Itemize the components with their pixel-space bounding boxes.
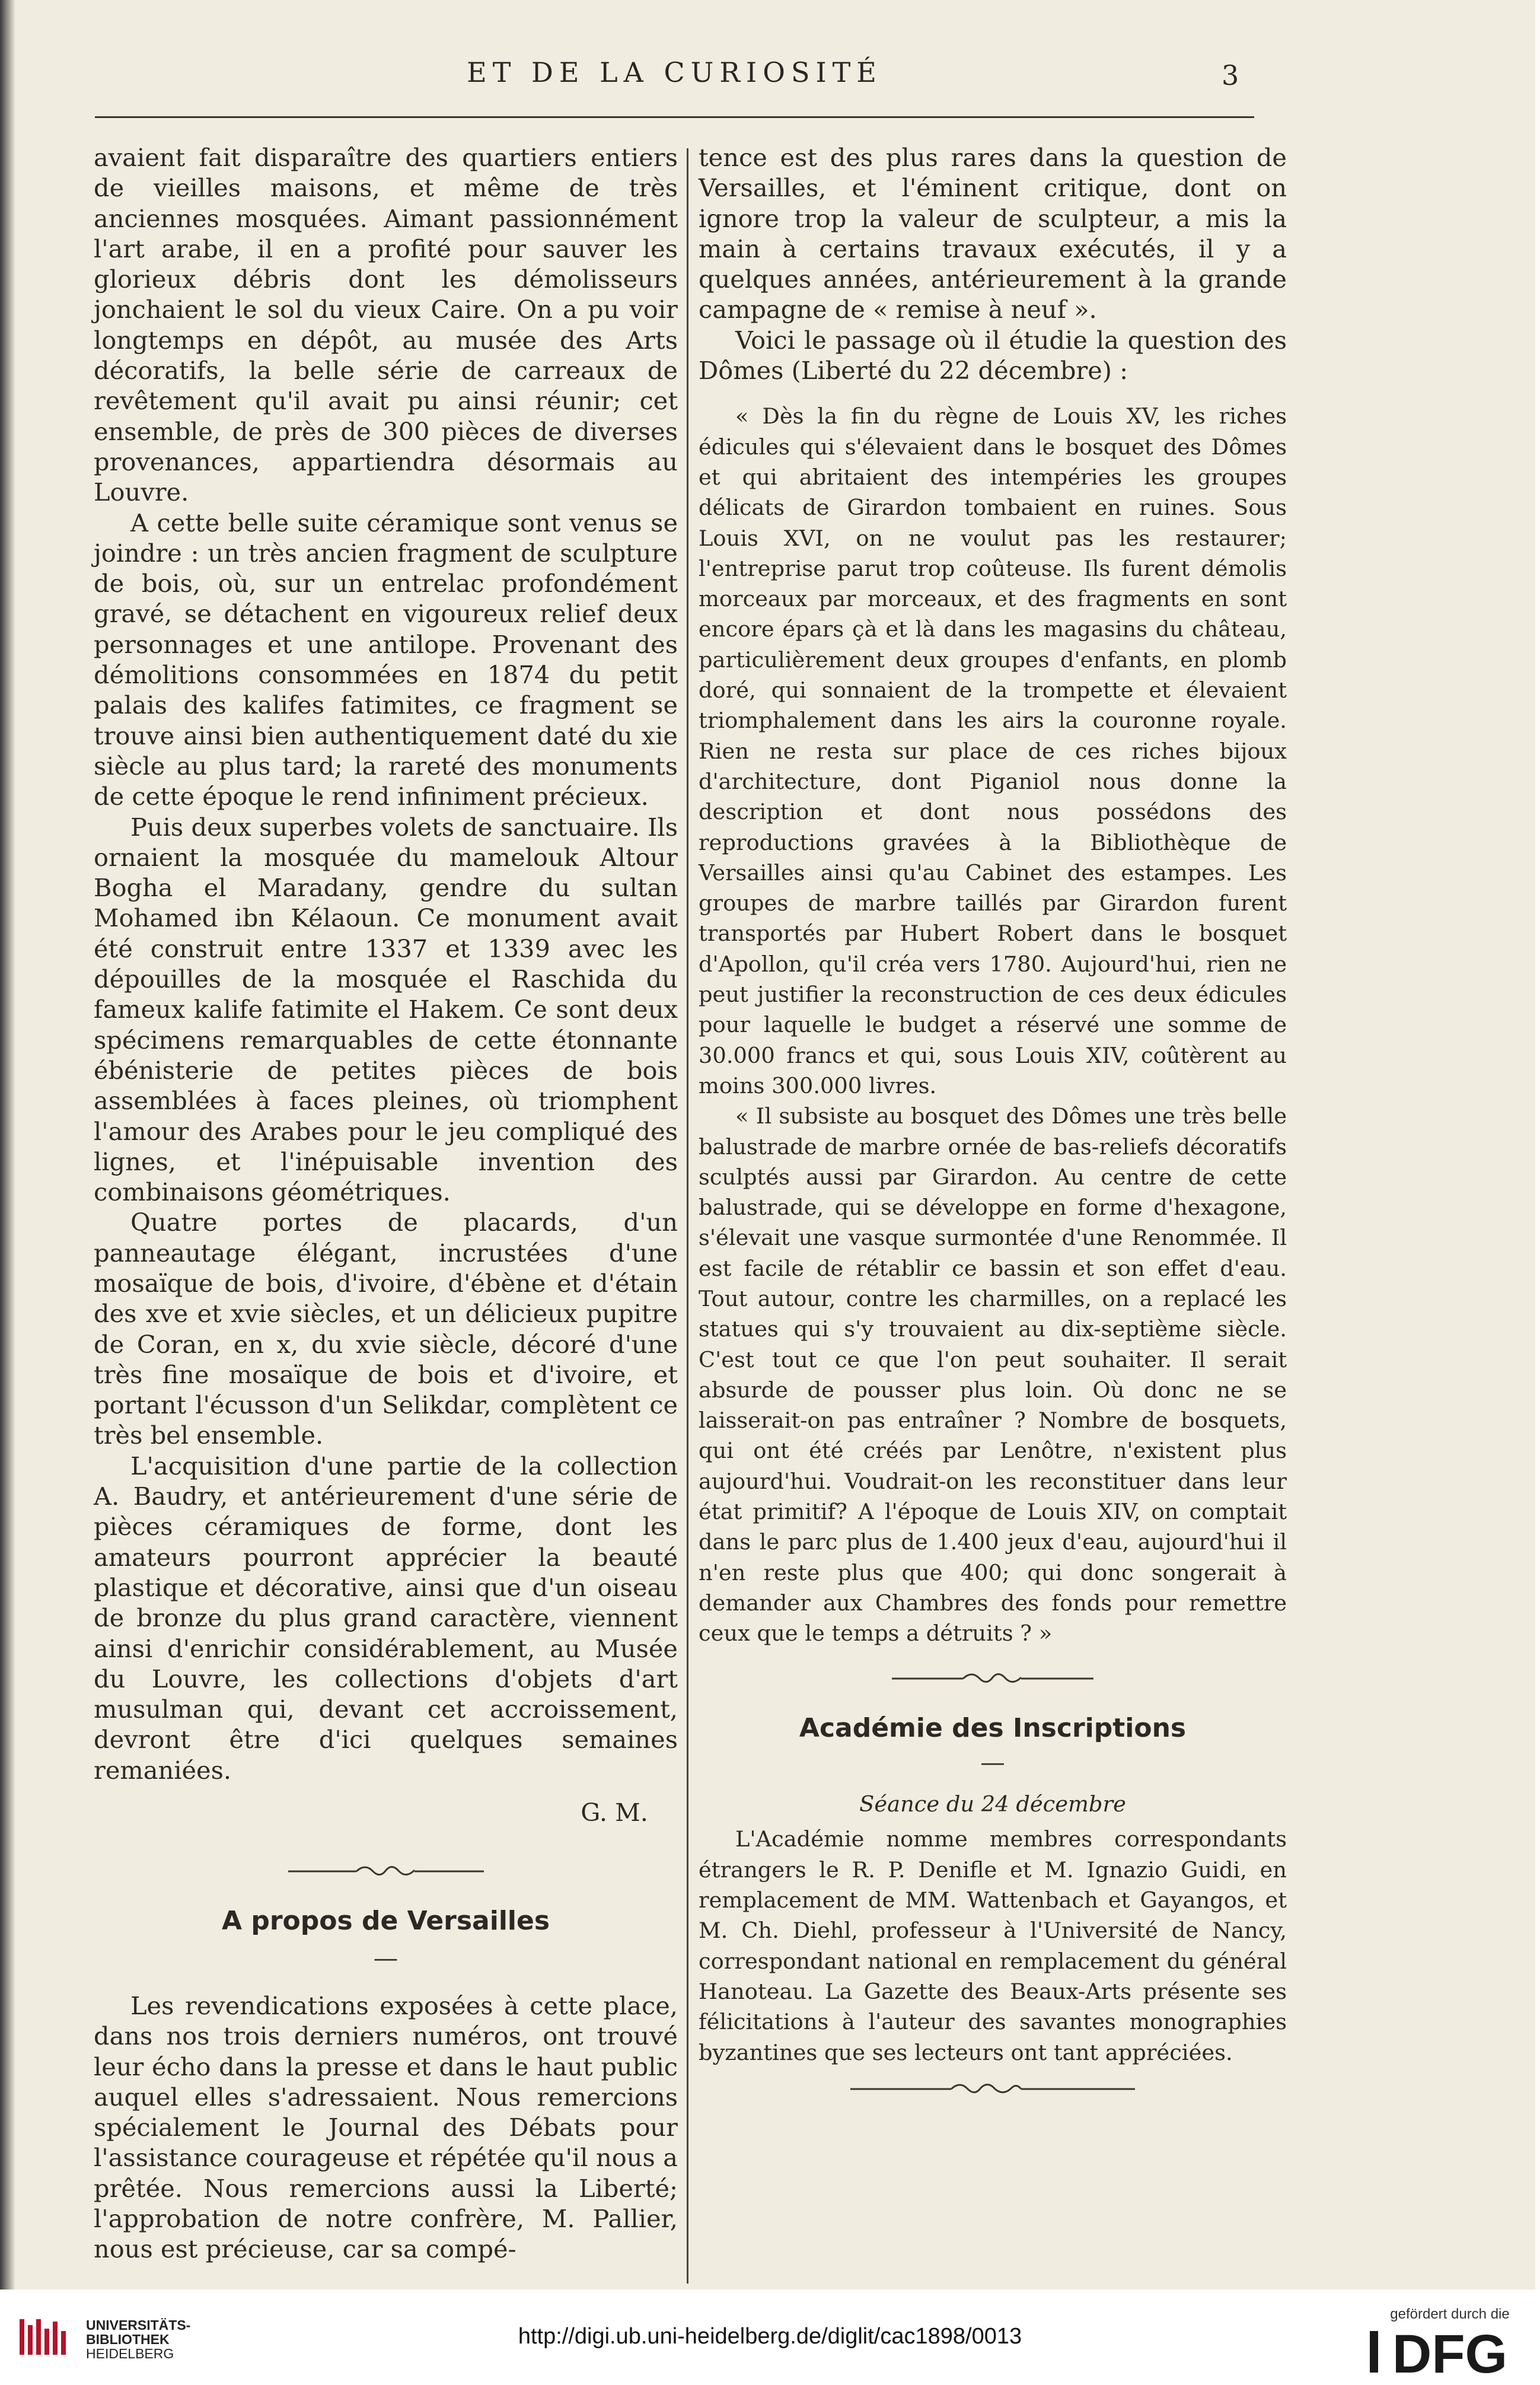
right-column [699,142,1287,2097]
binding-shadow [0,0,15,2290]
ornament-divider-icon [892,1669,1093,1687]
paragraph: avaient fait disparaître des quartiers entiers de vieilles maisons, et même de très anciennes mosquées. Aimant passionnément l'art arabe, il en a profité pour sauver les glorieux débris dont les démolisseurs jonchaient le sol du vieux Caire. On a pu voir longtemps en dépôt, au musée des Arts décoratifs, la belle série de carreaux de revêtement qu'il avait pu ainsi réunir; cet ensemble, de près de 300 pièces de diverses provenances, appartiendra désormais au Louvre. [94,143,678,507]
section-title-versailles: A propos de Versailles [221,1906,550,1937]
paragraph: L'Académie nomme membres correspondants étrangers le R. P. Denifle et M. Ignazio Guidi, en remplacement de MM. Wattenbach et Gayangos, et M. Ch. Diehl, professeur à l'Université de Nancy, correspondant national en remplacement du général Hanoteau. La Gazette des Beaux-Arts présente ses félicitations à l'auteur des savantes monographies byzantines que ses lecteurs ont tant appréciées. [699,1826,1287,2065]
paragraph: Voici le passage où il étudie la question des Dômes (Liberté du 22 décembre) : [699,325,1287,386]
paragraph: Puis deux superbes volets de sanctuaire. Ils ornaient la mosquée du mamelouk Altour Bogha el Maradany, gendre du sultan Mohamed ibn Kélaoun. Ce monument avait été construit entre 1337 et 1339 avec les dépouilles de la mosquée el Raschida du fameux kalife fatimite el Hakem. Ce sont deux spécimens remarquables de cette étonnante ébénisterie de petites pièces de bois assemblées à faces pleines, où triomphent l'amour des Arabes pour le jeu compliqué des lignes, et l'inépuisable invention des combinaisons géométriques. [94,812,678,1207]
library-name-line: UNIVERSITÄTS- [86,2317,191,2333]
paragraph: Les revendications exposées à cette place, dans nos trois derniers numéros, ont trouvé leur écho dans la presse et dans le haut public auquel elles s'adressaient. Nous remercions spécialement le Journal des Débats pour l'assistance courageuse et répétée qu'il nous a prêtée. Nous remercions aussi la Liberté; l'approbation de notre confrère, M. Pallier, nous est précieuse, car sa compé- [94,1991,678,2264]
paragraph: L'acquisition d'une partie de la collection A. Baudry, et antérieurement d'une série de pièces céramiques de forme, dont les amateurs pourront apprécier la beauté plastique et décorative, ainsi que d'un oiseau de bronze du plus grand caractère, viennent ainsi d'enrichir considérablement, au Musée du Louvre, les collections d'objets d'art musulman qui, devant cet accroissement, devront être d'ici quelques semaines remaniées. [94,1451,678,1785]
session-date: Séance du 24 décembre [859,1791,1126,1817]
paragraph: tence est des plus rares dans la question de Versailles, et l'éminent critique, dont on ignore trop la valeur de sculpteur, a mis la main à certains travaux exécutés, il y a quelques années, antérieurement à la grande campagne de « remise à neuf ». [699,143,1287,324]
source-url-link[interactable]: http://digi.ub.uni-heidelberg.de/diglit/cac1898/0013 [518,2324,1022,2349]
running-title: ET DE LA CURIOSITÉ [467,56,882,88]
section-dash: — [980,1747,1005,1776]
quotation: « Dès la fin du règne de Louis XV, les riches édicules qui s'élevaient dans le bosquet des Dômes et qui abritaient des intempéries les groupes délicats de Girardon tombaient en ruines. Sous Louis XVI, on ne voulut pas les restaurer; l'entreprise parut trop coûteuse. Ils furent démolis morceaux par morceaux, et des fragments en sont encore épars çà et là dans les magasins du château, particulièrement deux groupes d'enfants, en plomb doré, qui sonnaient de la trompette et élevaient triomphalement dans les airs la couronne royale. Rien ne resta sur place de ces riches bijoux d'architecture, dont Piganiol nous donne la description et dont nous possédons des reproductions gravées à la Bibliothèque de Versailles ainsi qu'au Cabinet des estampes. Les groupes de marbre taillés par Girardon furent transportés par Hubert Robert dans le bosquet d'Apollon, qu'il créa vers 1780. Aujourd'hui, rien ne peut justifier la reconstruction de ces deux édicules pour laquelle le budget a réservé une somme de 30.000 francs et qui, sous Louis XIV, coûtèrent au moins 300.000 livres. [699,403,1287,1098]
quotation: « Il subsiste au bosquet des Dômes une très belle balustrade de marbre ornée de bas-reliefs décoratifs sculptés aussi par Girardon. Au centre de cette balustrade, qui se développe en forme d'hexagone, s'élevait une vasque surmontée d'une Renommée. Il est facile de rétablir ce bassin et son effet d'eau. Tout autour, contre les charmilles, on a replacé les statues qui s'y trouvaient au dix-septième siècle. C'est tout ce que l'on peut souhaiter. Il serait absurde de pousser plus loin. Où donc ne se laisserait-on pas entraîner ? Nombre de bosquets, qui ont été créés par Lenôtre, n'existent plus aujourd'hui. Voudrait-on les reconstituer dans leur état primitif? A l'époque de Louis XIV, on comptait dans le parc plus de 1.400 jeux d'eau, aujourd'hui il n'en reste plus que 400; qui donc songerait à demander aux Chambres des fonds pour remettre ceux que le temps a détruits ? » [699,1103,1287,1647]
column-rule [687,148,688,2284]
funding-note: gefördert durch die [1390,2306,1510,2322]
section-dash: — [373,1943,398,1972]
library-name-line: BIBLIOTHEK [86,2332,170,2347]
funder-name: DFG [1392,2324,1508,2382]
header-rule [95,116,1254,118]
library-name-line: HEIDELBERG [86,2346,174,2361]
page-edge [1535,0,1540,2290]
paragraph: Quatre portes de placards, d'un panneautage élégant, incrustées d'une mosaïque de bois, d'ivoire, d'ébène et d'étain des xve et xvie siècles, et un délicieux pupitre de Coran, en x, du xvie siècle, décoré d'une très fine mosaïque de bois et d'ivoire, et portant l'écusson d'un Selikdar, complètent ce très bel ensemble. [94,1208,678,1450]
dfg-logo-icon [1370,2323,1530,2382]
page-number: 3 [1222,59,1239,91]
ornament-divider-icon [850,2080,1135,2097]
paragraph: A cette belle suite céramique sont venus se joindre : un très ancien fragment de sculpture de bois, où, sur un entrelac profondément gravé, se détachent en vigoureux relief deux personnages et une antilope. Provenant des démolitions consommées en 1874 du petit palais des kalifes fatimites, ce fragment se trouve ainsi bien authentiquement daté du xie siècle au plus tard; la rareté des monuments de cette époque le rend infiniment précieux. [94,508,678,811]
section-title-academie: Académie des Inscriptions [799,1712,1187,1743]
ornament-divider-icon [288,1862,484,1880]
signature: G. M. [581,1798,648,1827]
left-column [94,142,678,2265]
digitization-footer [0,2290,1540,2385]
